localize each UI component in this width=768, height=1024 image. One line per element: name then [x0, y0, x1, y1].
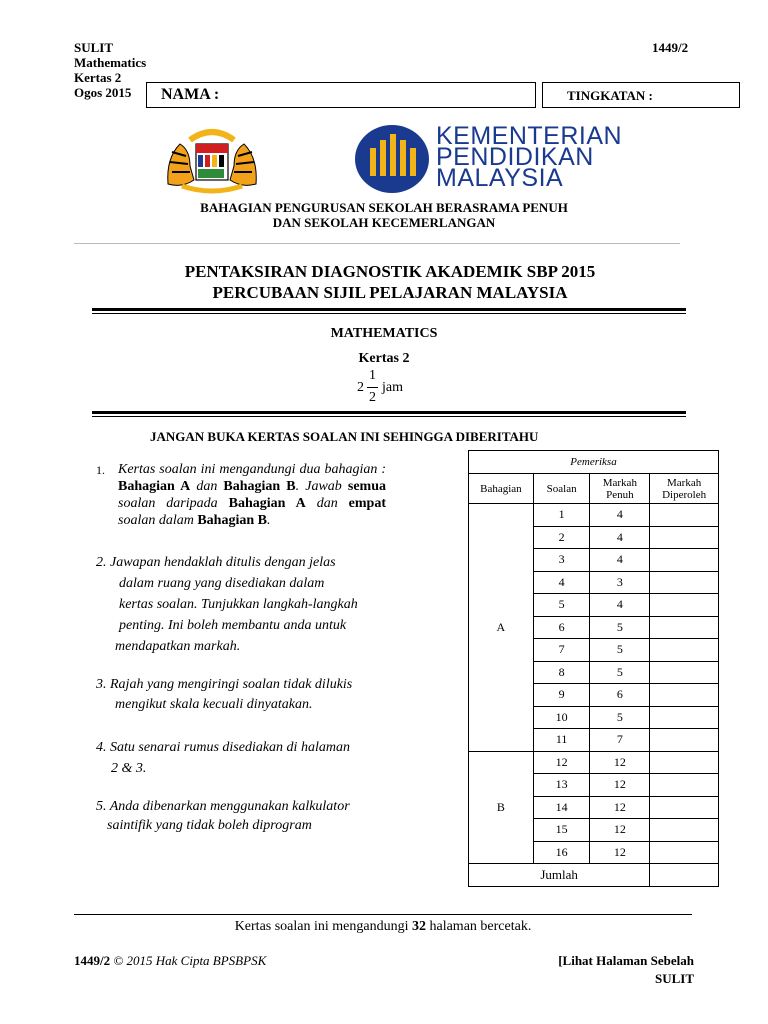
table-header: Bahagian: [469, 474, 534, 504]
section-label: B: [469, 751, 534, 864]
instruction-line: mendapatkan markah.: [115, 639, 241, 654]
marks-obtained-cell[interactable]: [650, 774, 719, 797]
question-number: 13: [533, 774, 590, 797]
question-number: 6: [533, 616, 590, 639]
marks-obtained-cell[interactable]: [650, 751, 719, 774]
exam-title: [90, 261, 690, 303]
ministry-line: KEMENTERIAN: [436, 122, 623, 150]
marks-obtained-cell[interactable]: [650, 571, 719, 594]
question-number: 11: [533, 729, 590, 752]
ministry-line: MALAYSIA: [436, 164, 564, 192]
marks-obtained-cell[interactable]: [650, 504, 719, 527]
question-number: 5: [533, 594, 590, 617]
instruction-text: dan: [305, 496, 349, 511]
instruction-1: [96, 461, 386, 529]
page-count-number: 32: [411, 919, 426, 934]
question-number: 10: [533, 706, 590, 729]
paper: Kertas 2: [358, 351, 410, 366]
question-number: 3: [533, 549, 590, 572]
instruction-5: [96, 797, 350, 835]
table-header: Markah Penuh: [590, 474, 650, 504]
page-count: [74, 919, 692, 935]
ministry-emblem-logo: [354, 124, 430, 194]
header-left: [74, 40, 146, 100]
instruction-bold: Bahagian A: [118, 479, 191, 494]
fraction-bar: [367, 387, 378, 388]
instruction-bold: Bahagian B: [197, 513, 267, 528]
instruction-line: mengikut skala kecuali dinyatakan.: [115, 697, 313, 712]
instruction-line: kertas soalan. Tunjukkan langkah-langkah: [119, 597, 358, 612]
instruction-bold: empat: [348, 496, 386, 511]
divider: [74, 243, 680, 244]
page-count-text: Kertas soalan ini mengandungi: [234, 919, 412, 934]
instruction-line: 5. Anda dibenarkan menggunakan kalkulator: [96, 799, 350, 814]
header-line: Mathematics: [74, 55, 147, 70]
divider: [74, 914, 692, 915]
full-marks: 12: [590, 774, 650, 797]
exam-title-line: PERCUBAAN SIJIL PELAJARAN MALAYSIA: [212, 283, 568, 302]
copyright-code: 1449/2: [74, 953, 111, 968]
department: [100, 200, 668, 230]
full-marks: 4: [590, 594, 650, 617]
full-marks: 4: [590, 504, 650, 527]
instruction-line: saintifik yang tidak boleh diprogram: [107, 818, 312, 833]
instruction-number: 1.: [96, 463, 105, 477]
tingkatan-field[interactable]: [542, 82, 740, 108]
full-marks: 7: [590, 729, 650, 752]
marks-table: [468, 450, 719, 887]
divider: [92, 308, 686, 311]
sulit-footer: SULIT: [654, 971, 694, 986]
tingkatan-label: TINGKATAN :: [567, 88, 653, 103]
question-number: 12: [533, 751, 590, 774]
marks-obtained-cell[interactable]: [650, 841, 719, 864]
full-marks: 6: [590, 684, 650, 707]
marks-obtained-cell[interactable]: [650, 796, 719, 819]
exam-title-line: PENTAKSIRAN DIAGNOSTIK AKADEMIK SBP 2015: [184, 262, 596, 281]
instruction-bold: semua: [347, 479, 387, 494]
full-marks: 12: [590, 841, 650, 864]
marks-obtained-cell[interactable]: [650, 819, 719, 842]
full-marks: 5: [590, 616, 650, 639]
copyright-text: © 2015 Hak Cipta BPSBPSK: [113, 953, 267, 968]
instruction-text: Kertas soalan ini mengandungi dua bahagian :: [118, 462, 386, 477]
header-line: Ogos 2015: [74, 85, 132, 100]
page-count-text: halaman bercetak.: [425, 919, 532, 934]
question-number: 1: [533, 504, 590, 527]
paper-code: 1449/2: [652, 40, 689, 55]
question-number: 15: [533, 819, 590, 842]
total-cell[interactable]: [650, 864, 719, 887]
table-row: [469, 504, 719, 527]
marks-obtained-cell[interactable]: [650, 706, 719, 729]
marks-obtained-cell[interactable]: [650, 639, 719, 662]
ministry-line: PENDIDIKAN: [436, 143, 594, 171]
instruction-line: 4. Satu senarai rumus disediakan di halaman: [96, 740, 350, 755]
section-label: A: [469, 504, 534, 752]
marks-obtained-cell[interactable]: [650, 526, 719, 549]
question-number: 7: [533, 639, 590, 662]
marks-obtained-cell[interactable]: [650, 684, 719, 707]
instruction-4: [96, 737, 350, 779]
instruction-line: 3. Rajah yang mengiringi soalan tidak dilukis: [96, 677, 353, 692]
instruction-line: penting. Ini boleh membantu anda untuk: [119, 618, 347, 633]
nama-label: NAMA :: [161, 86, 220, 103]
table-header: Markah Diperoleh: [650, 474, 719, 504]
question-number: 14: [533, 796, 590, 819]
header-line: SULIT: [74, 40, 114, 55]
table-header: Soalan: [533, 474, 590, 504]
total-label: Jumlah: [469, 864, 650, 887]
next-page-note: [Lihat Halaman Sebelah: [558, 953, 694, 968]
full-marks: 5: [590, 706, 650, 729]
duration-whole: 2: [357, 380, 364, 395]
instruction-line: 2 & 3.: [111, 761, 147, 776]
copyright: [74, 953, 266, 969]
question-number: 16: [533, 841, 590, 864]
marks-obtained-cell[interactable]: [650, 661, 719, 684]
question-number: 8: [533, 661, 590, 684]
department-line: DAN SEKOLAH KECEMERLANGAN: [272, 215, 496, 230]
divider: [92, 411, 686, 414]
department-line: BAHAGIAN PENGURUSAN SEKOLAH BERASRAMA PENUH: [200, 200, 568, 215]
header-line: Kertas 2: [74, 70, 122, 85]
instruction-text: soalan dalam: [118, 513, 198, 528]
marks-obtained-cell[interactable]: [650, 729, 719, 752]
full-marks: 5: [590, 661, 650, 684]
full-marks: 4: [590, 549, 650, 572]
instruction-text: dan: [190, 479, 224, 494]
question-number: 2: [533, 526, 590, 549]
marks-obtained-cell[interactable]: [650, 616, 719, 639]
duration-unit: jam: [382, 380, 403, 395]
instruction-bold: Bahagian B: [223, 479, 296, 494]
instruction-3: [96, 675, 352, 715]
divider: [92, 416, 686, 417]
divider: [92, 313, 686, 314]
instruction-line: dalam ruang yang disediakan dalam: [119, 576, 325, 591]
ministry-wordmark: [436, 122, 623, 192]
full-marks: 4: [590, 526, 650, 549]
full-marks: 3: [590, 571, 650, 594]
warning: JANGAN BUKA KERTAS SOALAN INI SEHINGGA DIBERITAHU: [150, 429, 539, 444]
subject: MATHEMATICS: [330, 326, 438, 341]
duration-numerator: 1: [369, 368, 376, 383]
table-row: [469, 751, 719, 774]
question-number: 9: [533, 684, 590, 707]
instruction-2: [96, 552, 358, 657]
marks-obtained-cell[interactable]: [650, 549, 719, 572]
question-number: 4: [533, 571, 590, 594]
instruction-line: 2. Jawapan hendaklah ditulis dengan jelas: [96, 555, 336, 570]
full-marks: 12: [590, 796, 650, 819]
full-marks: 12: [590, 819, 650, 842]
instruction-text: soalan daripada: [118, 496, 229, 511]
table-title: Pemeriksa: [469, 451, 719, 474]
coat-of-arms-logo: [160, 122, 264, 196]
instruction-text: .: [266, 513, 271, 528]
full-marks: 5: [590, 639, 650, 662]
table-row: [469, 864, 719, 887]
full-marks: 12: [590, 751, 650, 774]
nama-field[interactable]: [146, 82, 536, 108]
instruction-bold: Bahagian A: [228, 496, 306, 511]
marks-obtained-cell[interactable]: [650, 594, 719, 617]
instruction-text: . Jawab: [295, 479, 348, 494]
duration-denominator: 2: [369, 390, 376, 405]
